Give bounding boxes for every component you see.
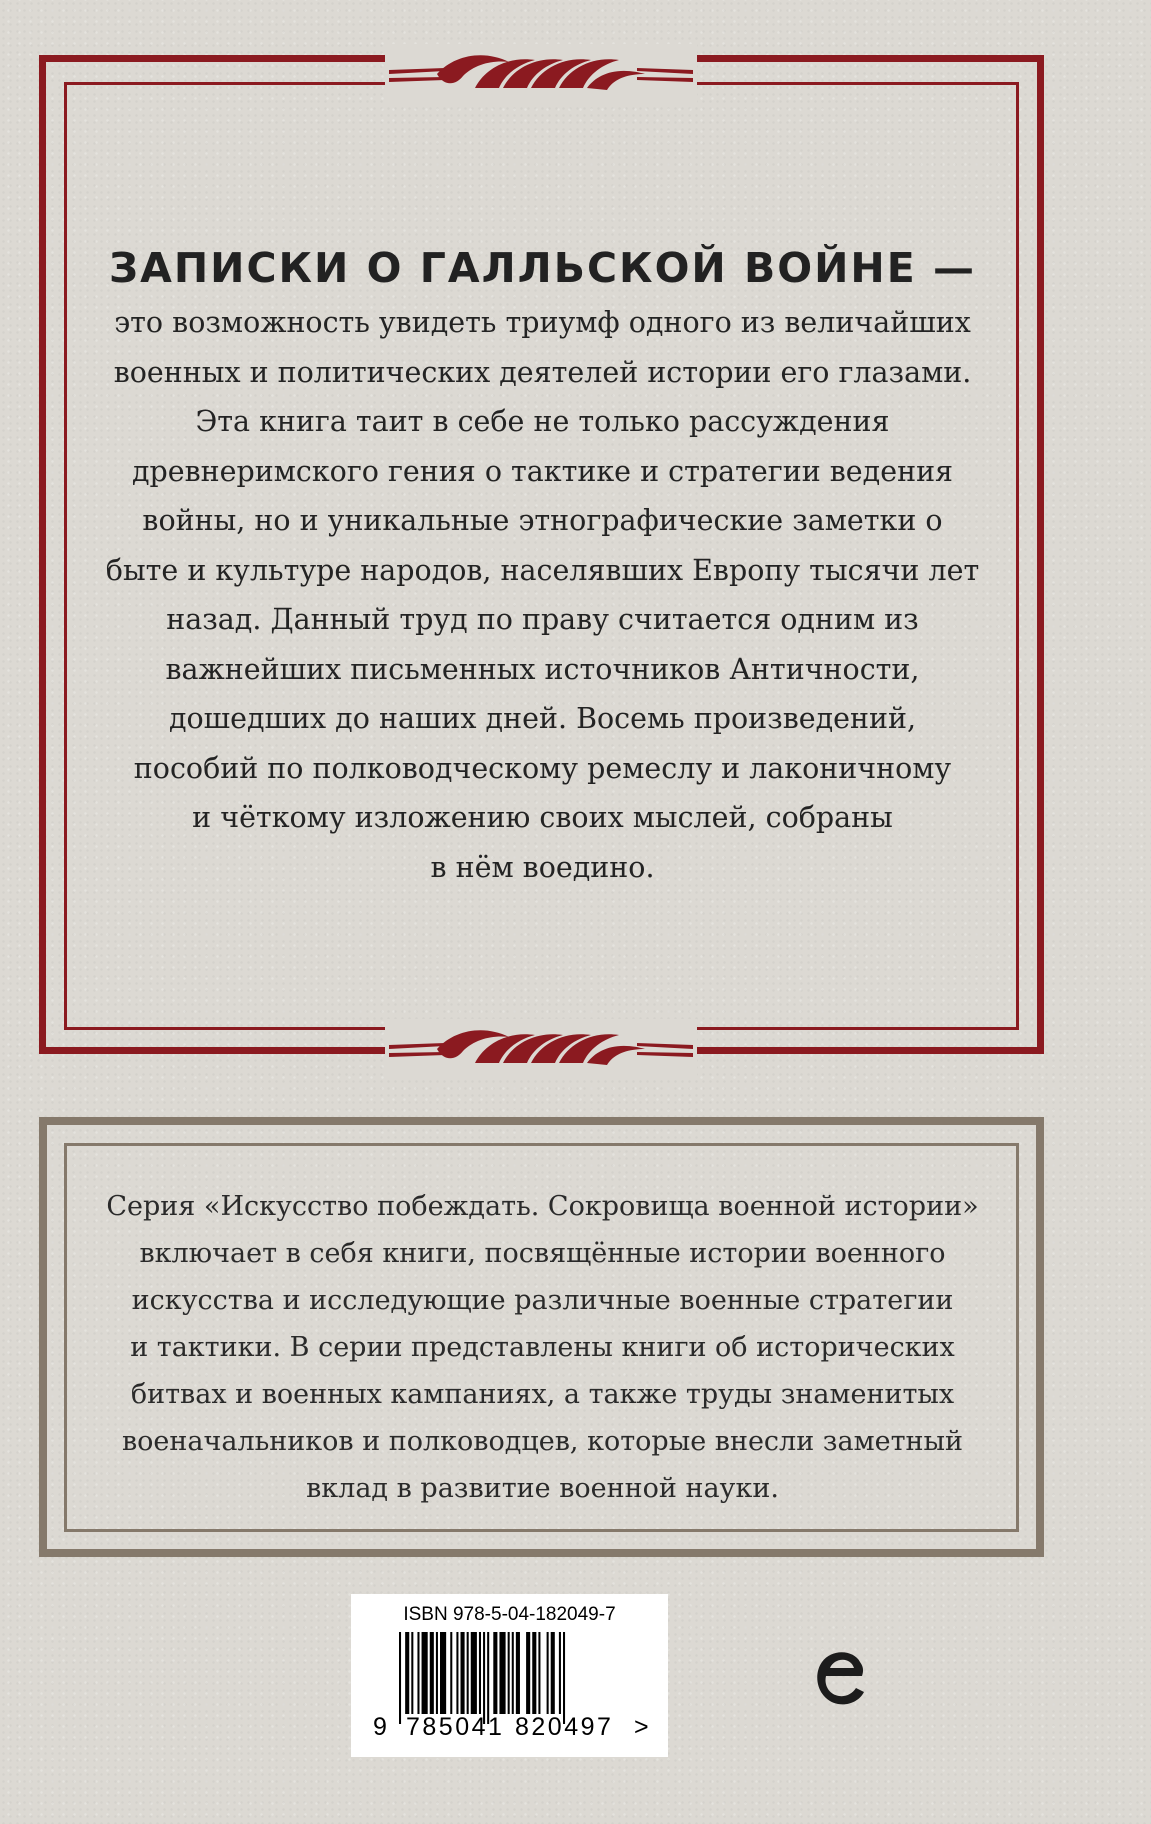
annotation-line: назад. Данный труд по праву считается одним из	[166, 603, 919, 636]
barcode-digits-left: 785041	[406, 1713, 505, 1741]
barcode-bar	[487, 1632, 489, 1724]
barcode-bar	[471, 1632, 477, 1714]
barcode-bar	[450, 1632, 452, 1714]
annotation-line: пособий по полководческому ремеслу и лаконичному	[133, 751, 952, 785]
barcode-bar	[547, 1632, 549, 1714]
barcode-bar	[499, 1632, 505, 1714]
rope-ornament-top-icon	[385, 44, 697, 104]
series-line: и тактики. В серии представлены книги об исторических	[130, 1332, 955, 1363]
annotation-line: военных и политических деятелей истории его глазами.	[113, 355, 972, 389]
barcode-bar	[526, 1632, 530, 1714]
series-line: Серия «Искусство побеждать. Сокровища военной истории»	[106, 1191, 979, 1222]
isbn-barcode-box	[351, 1594, 668, 1757]
barcode-bar	[399, 1632, 401, 1724]
barcode-digits-right: 820497	[515, 1713, 614, 1741]
barcode-arrow: >	[634, 1713, 649, 1741]
barcode-bar	[532, 1632, 536, 1714]
barcode-bar	[405, 1632, 409, 1714]
annotation-line: быте и культуре народов, населявших Европу тысячи лет	[105, 553, 980, 587]
barcode-bar	[512, 1632, 514, 1714]
eksmo-logo-icon	[810, 1640, 870, 1716]
barcode-bar	[493, 1632, 497, 1714]
annotation-block	[90, 238, 995, 892]
barcode-bar	[440, 1632, 446, 1714]
barcode-bar	[516, 1632, 520, 1714]
annotation-paragraph	[90, 298, 995, 892]
annotation-line: и чёткому изложению своих мыслей, собраны	[192, 801, 893, 834]
barcode-digit-first: 9	[373, 1713, 387, 1741]
series-line: включает в себя книги, посвящённые истории военного	[139, 1238, 946, 1269]
series-line: искусства и исследующие различные военные стратегии	[131, 1285, 954, 1316]
annotation-line: древнеримского гения о тактике и стратегии ведения	[131, 454, 954, 488]
annotation-line: дошедших до наших дней. Восемь произведений,	[168, 702, 917, 735]
barcode-bar	[479, 1632, 481, 1714]
barcode-bar	[461, 1632, 465, 1714]
series-line: вклад в развитие военной науки.	[306, 1473, 779, 1504]
barcode-bar	[467, 1632, 469, 1714]
annotation-line: в нём воедино.	[430, 850, 655, 884]
barcode-bar	[411, 1632, 413, 1714]
barcode-bar	[551, 1632, 555, 1714]
annotation-line: важнейших письменных источников Античности,	[165, 652, 920, 686]
barcode-bar	[417, 1632, 419, 1714]
annotation-line: войны, но и уникальные этнографические заметки о	[142, 504, 943, 537]
series-line: битвах и военных кампаниях, а также труды знаменитых	[130, 1379, 955, 1410]
series-line: военачальников и полководцев, которые внесли заметный	[121, 1426, 964, 1457]
barcode-bar	[483, 1632, 485, 1724]
series-description	[90, 1183, 995, 1512]
barcode-bar	[538, 1632, 540, 1714]
barcode-bar	[456, 1632, 458, 1714]
annotation-line: Эта книга таит в себе не только рассуждения	[195, 405, 890, 438]
isbn-label: ISBN 978-5-04-182049-7	[403, 1604, 616, 1625]
barcode-bar	[559, 1632, 561, 1714]
annotation-line: это возможность увидеть триумф одного из величайших	[114, 306, 971, 339]
barcode-bar	[508, 1632, 510, 1714]
barcode-bar	[563, 1632, 565, 1724]
barcode-icon	[399, 1632, 621, 1724]
rope-ornament-bottom-icon	[385, 1019, 697, 1079]
barcode-bar	[422, 1632, 428, 1714]
barcode-bar	[436, 1632, 438, 1714]
barcode-bar	[430, 1632, 434, 1714]
book-title: ЗАПИСКИ О ГАЛЛЬСКОЙ ВОЙНЕ —	[108, 244, 977, 292]
